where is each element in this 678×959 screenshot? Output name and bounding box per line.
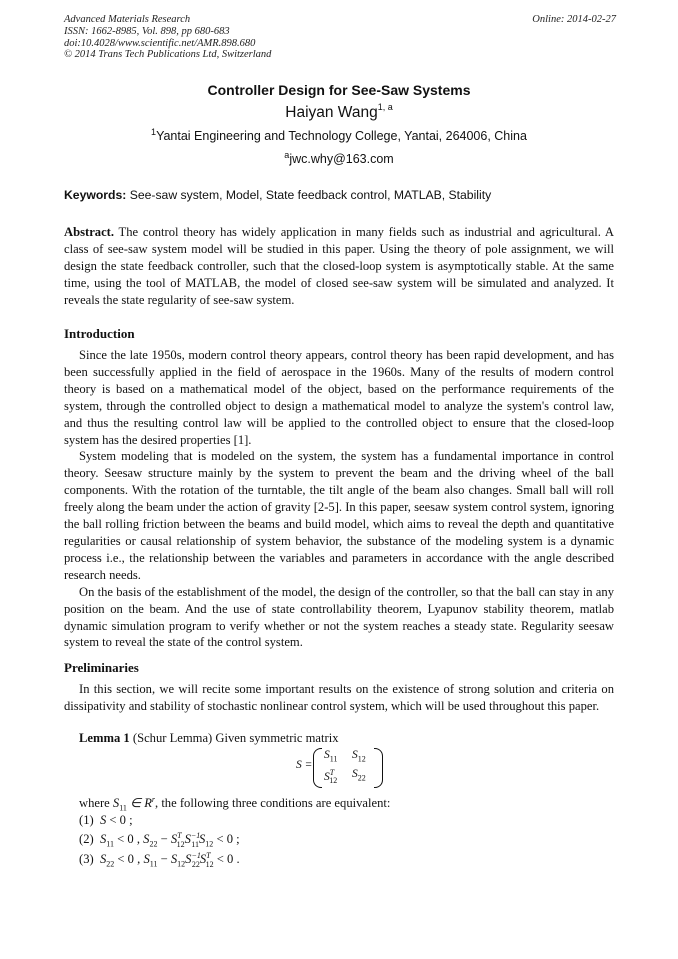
condition-2-label: (2) — [79, 832, 94, 847]
intro-paragraph-1: Since the late 1950s, modern control theory appears, control theory has been rapid development, and has been successfully applied in the field of aerospace in the 1960s. Many of the results of modern control theory is based on a mathematical model of the object, based on the performance requirements of the system, through the controlled object to design a mathematical model to analyze the system's control law, and thus the resulting control law will be applied to the controlled object to ensure that the closed-loop system has the desired properties [1]. — [64, 348, 614, 447]
lemma-1 — [79, 731, 339, 746]
preliminaries-body — [64, 681, 614, 715]
paper-title: Controller Design for See-Saw Systems — [207, 82, 471, 98]
condition-3: (3) $S_{22} < 0$ , $S_{11} - S_{12}S^{-1}_{22}S^T_{12} < 0$ . — [79, 851, 240, 869]
where-suffix: , the following three conditions are equivalent: — [155, 796, 391, 811]
intro-paragraph-2: System modeling that is modeled on the system, the system has a fundamental importance in control theory. Seesaw structure mainly by the system to prevent the beam and the driving wheel of the ball components. With the rotation of the turntable, the tilt angle of the beam also changes. Small ball will roll freely along the beam under the action of gravity [2-5]. In this paper, seesaw system control system, ignoring the ball rolling friction between the beams and build model, which aims to reveal the depth and quantitative regularities or causal relationship of system behavior, the substance of the modeling system is a dynamic process i.e., the relationship between the variables and parameters in accordance with the angle described research needs. — [64, 449, 614, 582]
where-math: $S_{11}$ ∈ $R^r$ — [112, 795, 156, 813]
author-line — [0, 104, 678, 122]
lemma-text: (Schur Lemma) Given symmetric matrix — [132, 731, 339, 745]
abstract-text: The control theory has widely application in many fields such as industrial and agricultural. A class of see-saw system model will be studied in this paper. Using the theory of pole assignment, we will design the state feedback controller, such that the closed-loop system is asymptotically stable. At the same time, using the tool of MATLAB, the model of closed see-saw system will be simulated and analyzed. It reveals the state regularity of see-saw system. — [64, 225, 614, 307]
matrix-cell-s11: $S_{11}$ — [324, 749, 338, 764]
condition-3-label: (3) — [79, 852, 94, 867]
preliminaries-heading: Preliminaries — [64, 660, 139, 675]
keywords-label: Keywords: — [64, 188, 127, 202]
abstract-label: Abstract. — [64, 225, 115, 239]
matrix-cell-s12t: $S^T_{12}$ — [324, 768, 338, 786]
condition-2: (2) $S_{11} < 0$ , $S_{22} - S^T_{12}S^{-1}_{11}S_{12} < 0$ ; — [79, 831, 240, 849]
affiliation-line — [0, 129, 678, 143]
issn-line: ISSN: 1662-8985, Vol. 898, pp 680-683 — [64, 25, 230, 37]
condition-1-label: (1) — [79, 813, 94, 827]
matrix-right-paren — [374, 748, 383, 788]
lemma-label: Lemma 1 — [79, 731, 130, 745]
condition-1: (1) S < 0 ; — [79, 813, 133, 827]
matrix-lhs: S = — [296, 759, 313, 771]
copyright-line: © 2014 Trans Tech Publications Ltd, Switzerland — [64, 49, 272, 61]
author-name: Haiyan Wang — [285, 104, 378, 121]
condition-2-math: $S_{11}$ — [99, 832, 114, 849]
introduction-heading: Introduction — [64, 326, 135, 341]
author-superscript: 1, a — [377, 102, 393, 112]
email-superscript: a — [284, 150, 290, 160]
email-line — [0, 152, 678, 166]
affiliation-superscript: 1 — [151, 127, 157, 137]
keywords-text: See-saw system, Model, State feedback control, MATLAB, Stability — [129, 188, 492, 202]
intro-paragraph-3: On the basis of the establishment of the model, the design of the controller, so that the ball can stay in any position on the beam. And the use of state controllability theorem, Lyapunov stability theorem, matlab dynamic simulation program to verify whether or not the system reaches a steady state. Regularity seesaw system to reveal the state of the control system. — [64, 584, 614, 650]
keywords-line — [64, 188, 624, 202]
matrix-cell-s12: $S_{12}$ — [352, 749, 366, 764]
preliminaries-paragraph: In this section, we will recite some important results on the existence of strong solution and criteria on dissipativity and stability of stochastic nonlinear control system, which will be used throughout this paper. — [64, 682, 614, 713]
matrix-cell-s22: $S_{22}$ — [352, 768, 366, 783]
email-address: jwc.why@163.com — [289, 152, 394, 166]
journal-name: Advanced Materials Research — [64, 14, 191, 25]
where-prefix: where — [79, 796, 110, 811]
online-date: Online: 2014-02-27 — [532, 14, 616, 25]
where-line — [79, 795, 390, 813]
condition-1-math: S — [99, 813, 107, 827]
journal-header — [64, 14, 394, 61]
abstract — [64, 224, 614, 309]
schur-matrix-equation — [296, 748, 386, 788]
doi-line: doi:10.4028/www.scientific.net/AMR.898.680 — [64, 37, 256, 49]
affiliation-text: Yantai Engineering and Technology College, Yantai, 264006, China — [156, 129, 527, 143]
introduction-body — [64, 347, 614, 651]
matrix-left-paren — [313, 748, 322, 788]
condition-3-math: $S_{22}$ — [99, 852, 115, 869]
